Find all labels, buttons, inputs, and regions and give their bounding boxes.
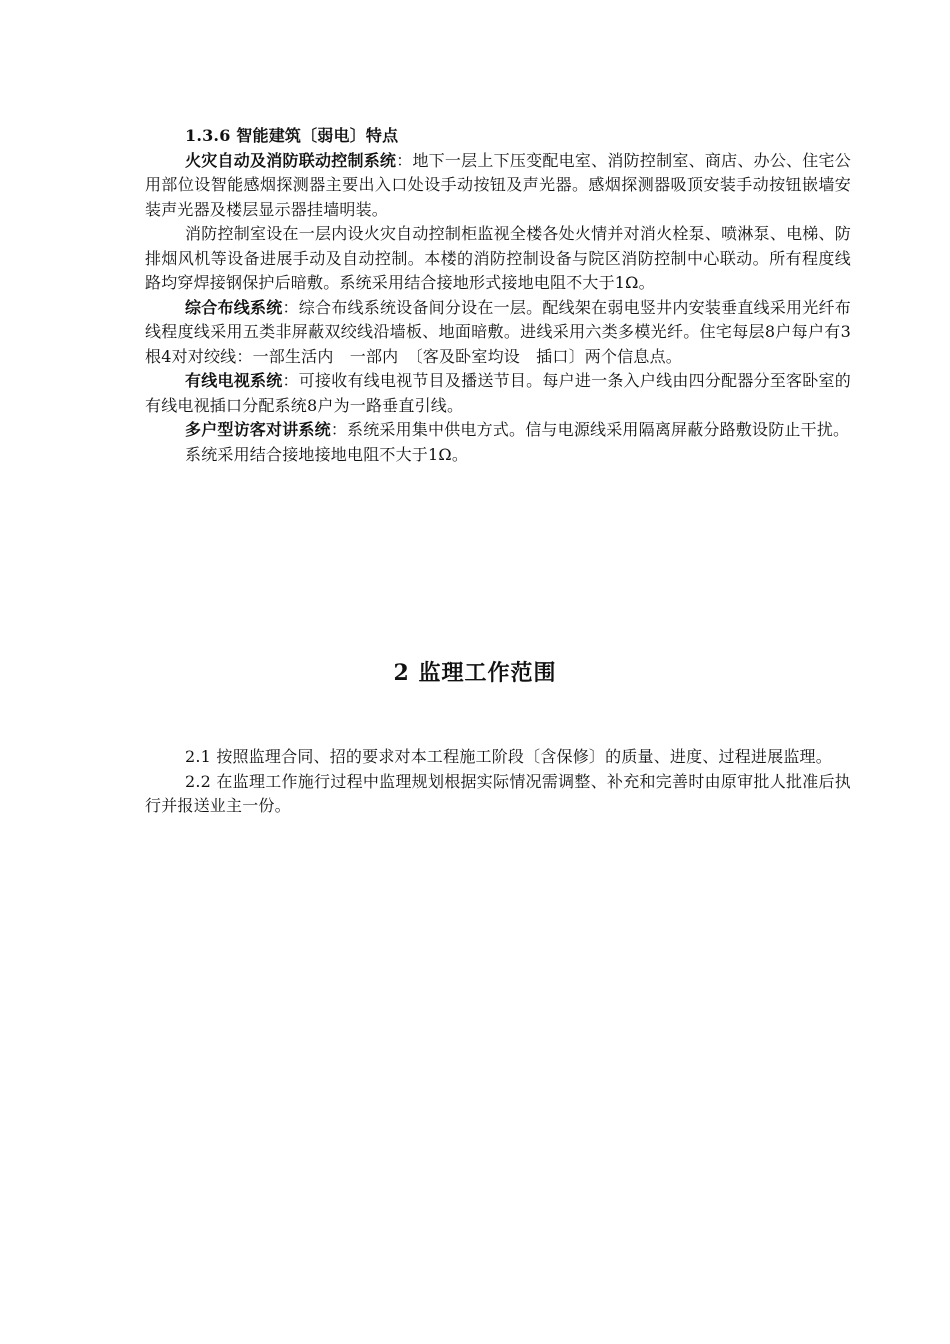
paragraph-structured-cabling (145, 296, 851, 370)
fire-control-room-text: 消防控制室设在一层内设火灾自动控制柜监视全楼各处火情并对消火栓泵、喷淋泵、电梯、防排烟风机等设备进展手动及自动控制。本楼的消防控制设备与院区消防控制中心联动。所有程度线路均穿焊接钢保护后暗敷。系统采用结合接地形式接地电阻不大于1Ω。 (145, 224, 851, 292)
grounding-text: 系统采用结合接地接地电阻不大于1Ω。 (185, 444, 469, 464)
paragraph-2-2: 2.2 在监理工作施行过程中监理规划根据实际情况需调整、补充和完善时由原审批人批准后执行并报送业主一份。 (145, 771, 851, 815)
term-intercom-system: 多户型访客对讲系统 (185, 420, 331, 439)
section-heading: 1.3.6 智能建筑〔弱电〕特点 (185, 126, 399, 145)
intercom-text: 系统采用集中供电方式。信与电源线采用隔离屏蔽分路敷设防止干扰。 (347, 420, 850, 439)
catv-text: 可接收有线电视节目及播送节目。每户进一条入户线由四分配器分至客卧室的有线电视插口分配系统8户为一路垂直引线。 (145, 371, 851, 415)
term-catv-system: 有线电视系统 (185, 371, 283, 390)
colon: ： (282, 297, 299, 317)
fire-alarm-text: 地下一层上下压变配电室、消防控制室、商店、办公、住宅公用部位设智能感烟探测器主要出入口处设手动按钮及声光器。感烟探测器吸顶安装手动按钮嵌墙安装声光器及楼层显示器挂墙明装。 (145, 150, 851, 219)
paragraph-fire-alarm (145, 149, 851, 223)
paragraph-fire-control-room (145, 222, 851, 296)
paragraph-intercom (145, 418, 851, 443)
chapter-2-title: 2 监理工作范围 (393, 660, 557, 686)
paragraph-grounding (145, 443, 851, 468)
structured-cabling-text: 综合布线系统设备间分设在一层。配线架在弱电竖井内安装垂直线采用光纤布线程度线采用五类非屏蔽双绞线沿墙板、地面暗敷。进线采用六类多模光纤。住宅每层8户每户有3根4对对绞线：一部生活内 一部内 〔客及卧室均设 插口〕两个信息点。 (145, 297, 851, 366)
colon: ： (282, 371, 299, 390)
term-structured-cabling: 综合布线系统 (185, 297, 283, 317)
paragraph-catv (145, 369, 851, 418)
section-1-3-6 (145, 124, 851, 467)
chapter-2-body (145, 745, 851, 819)
colon: ： (330, 420, 348, 439)
paragraph-2-1: 2.1 按照监理合同、招的要求对本工程施工阶段〔含保修〕的质量、进度、过程进展监理。 (185, 747, 832, 766)
term-fire-alarm-system: 火灾自动及消防联动控制系统 (185, 150, 397, 170)
colon: ： (396, 150, 413, 170)
